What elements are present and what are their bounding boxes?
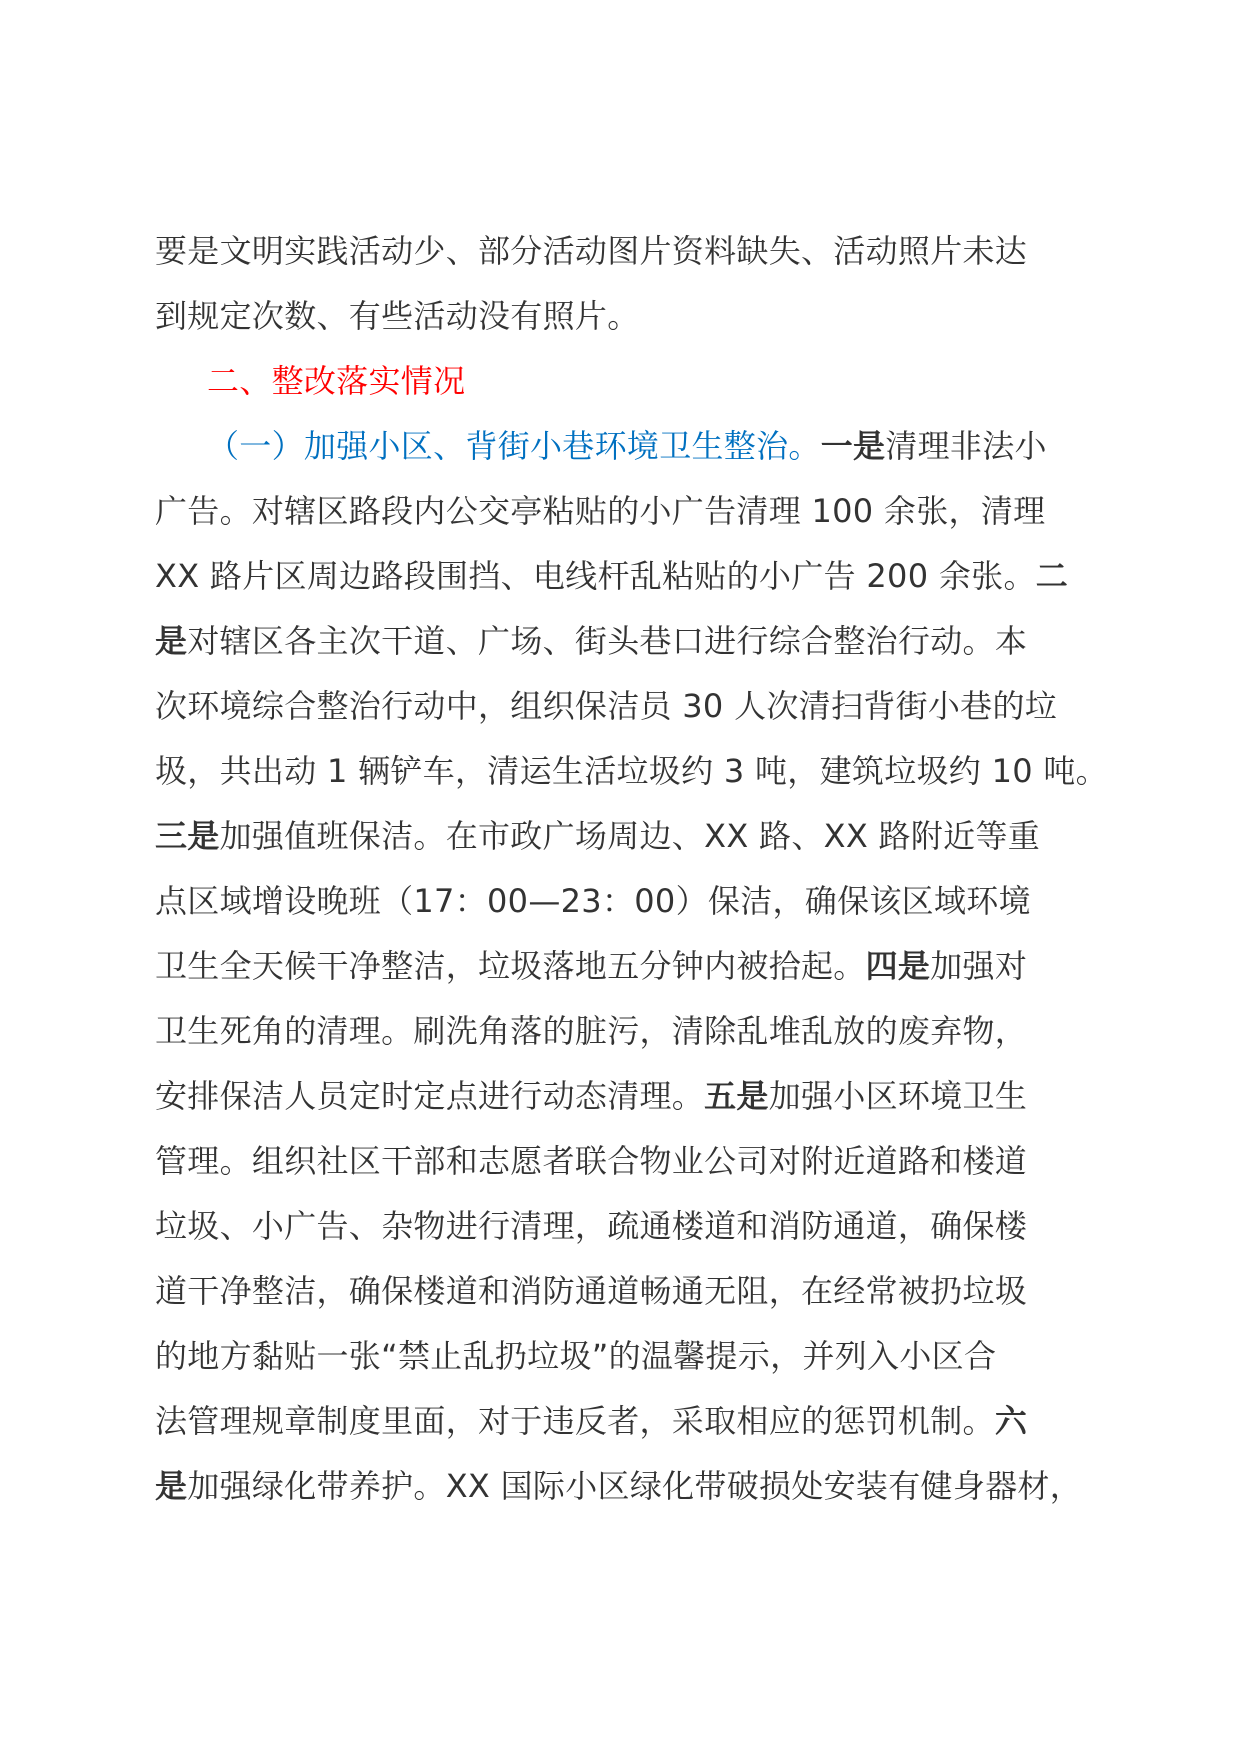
document-page (155, 219, 1108, 1519)
body-text: 安排保洁人员定时定点进行动态清理。 (155, 1077, 705, 1115)
body-text: 点区域增设晚班（17：00—23：00）保洁，确保该区域环境 (155, 882, 1031, 920)
section-heading: 二、整改落实情况 (207, 362, 466, 400)
body-text: 的地方黏贴一张“禁止乱扔垃圾”的温馨提示，并列入小区合 (155, 1337, 997, 1375)
body-text: 卫生全天候干净整洁，垃圾落地五分钟内被拾起。 (155, 947, 866, 985)
body-text: 法管理规章制度里面，对于违反者，采取相应的惩罚机制。 (155, 1402, 995, 1440)
paragraph-line: 要是文明实践活动少、部分活动图片资料缺失、活动照片未达 (155, 232, 1028, 270)
paragraph-line (155, 1389, 1105, 1454)
body-text: 道干净整洁，确保楼道和消防通道畅通无阻，在经常被扔垃圾 (155, 1272, 1028, 1310)
bold-marker: 五是 (704, 1077, 769, 1115)
body-text: 垃圾、小广告、杂物进行清理，疏通楼道和消防通道，确保楼 (155, 1207, 1028, 1245)
paragraph-line (155, 1259, 1105, 1324)
subsection-heading: （一）加强小区、背街小巷环境卫生整治。 (207, 427, 821, 465)
body-text: 管理。组织社区干部和志愿者联合物业公司对附近道路和楼道 (155, 1142, 1028, 1180)
paragraph-line (155, 1129, 1105, 1194)
paragraph-line (155, 934, 1105, 999)
paragraph-line: 到规定次数、有些活动没有照片。 (155, 297, 640, 335)
paragraph-line (155, 674, 1105, 739)
paragraph-line (155, 1454, 1105, 1519)
paragraph-line (155, 804, 1105, 869)
bold-marker: 是 (155, 1467, 188, 1505)
body-text: 圾，共出动 1 辆铲车，清运生活垃圾约 3 吨，建筑垃圾约 10 吨。 (155, 752, 1108, 790)
body-text: 加强绿化带养护。XX 国际小区绿化带破损处安装有健身器材， (187, 1467, 1083, 1505)
body-text: 加强小区环境卫生 (768, 1077, 1028, 1115)
subsection-first-line (155, 414, 1105, 479)
bold-marker: 是 (155, 622, 188, 660)
bold-marker: 三是 (155, 817, 220, 855)
body-text: 加强值班保洁。在市政广场周边、XX 路、XX 路附近等重 (219, 817, 1041, 855)
body-text: 次环境综合整治行动中，组织保洁员 30 人次清扫背街小巷的垃 (155, 687, 1058, 725)
body-text: 卫生死角的清理。刷洗角落的脏污，清除乱堆乱放的废弃物， (155, 1012, 1028, 1050)
paragraph-line (155, 609, 1105, 674)
bold-marker: 一是 (820, 427, 886, 465)
paragraph-line (155, 869, 1105, 934)
body-text: XX 路片区周边路段围挡、电线杆乱粘贴的小广告 200 余张。 (155, 557, 1036, 595)
paragraph-line (155, 999, 1105, 1064)
bold-marker: 二 (1035, 557, 1069, 595)
paragraph-line (155, 1324, 1105, 1389)
paragraph-line (155, 739, 1108, 804)
paragraph-line (155, 479, 1105, 544)
body-text: 加强对 (930, 947, 1028, 985)
bold-marker: 六 (994, 1402, 1028, 1440)
body-text: 广告。对辖区路段内公交亭粘贴的小广告清理 100 余张，清理 (155, 492, 1046, 530)
paragraph-line (155, 1064, 1105, 1129)
body-text: 清理非法小 (885, 427, 1047, 465)
bold-marker: 四是 (865, 947, 931, 985)
paragraph-line (155, 1194, 1105, 1259)
body-text: 对辖区各主次干道、广场、街头巷口进行综合整治行动。本 (187, 622, 1028, 660)
paragraph-line (155, 544, 1105, 609)
